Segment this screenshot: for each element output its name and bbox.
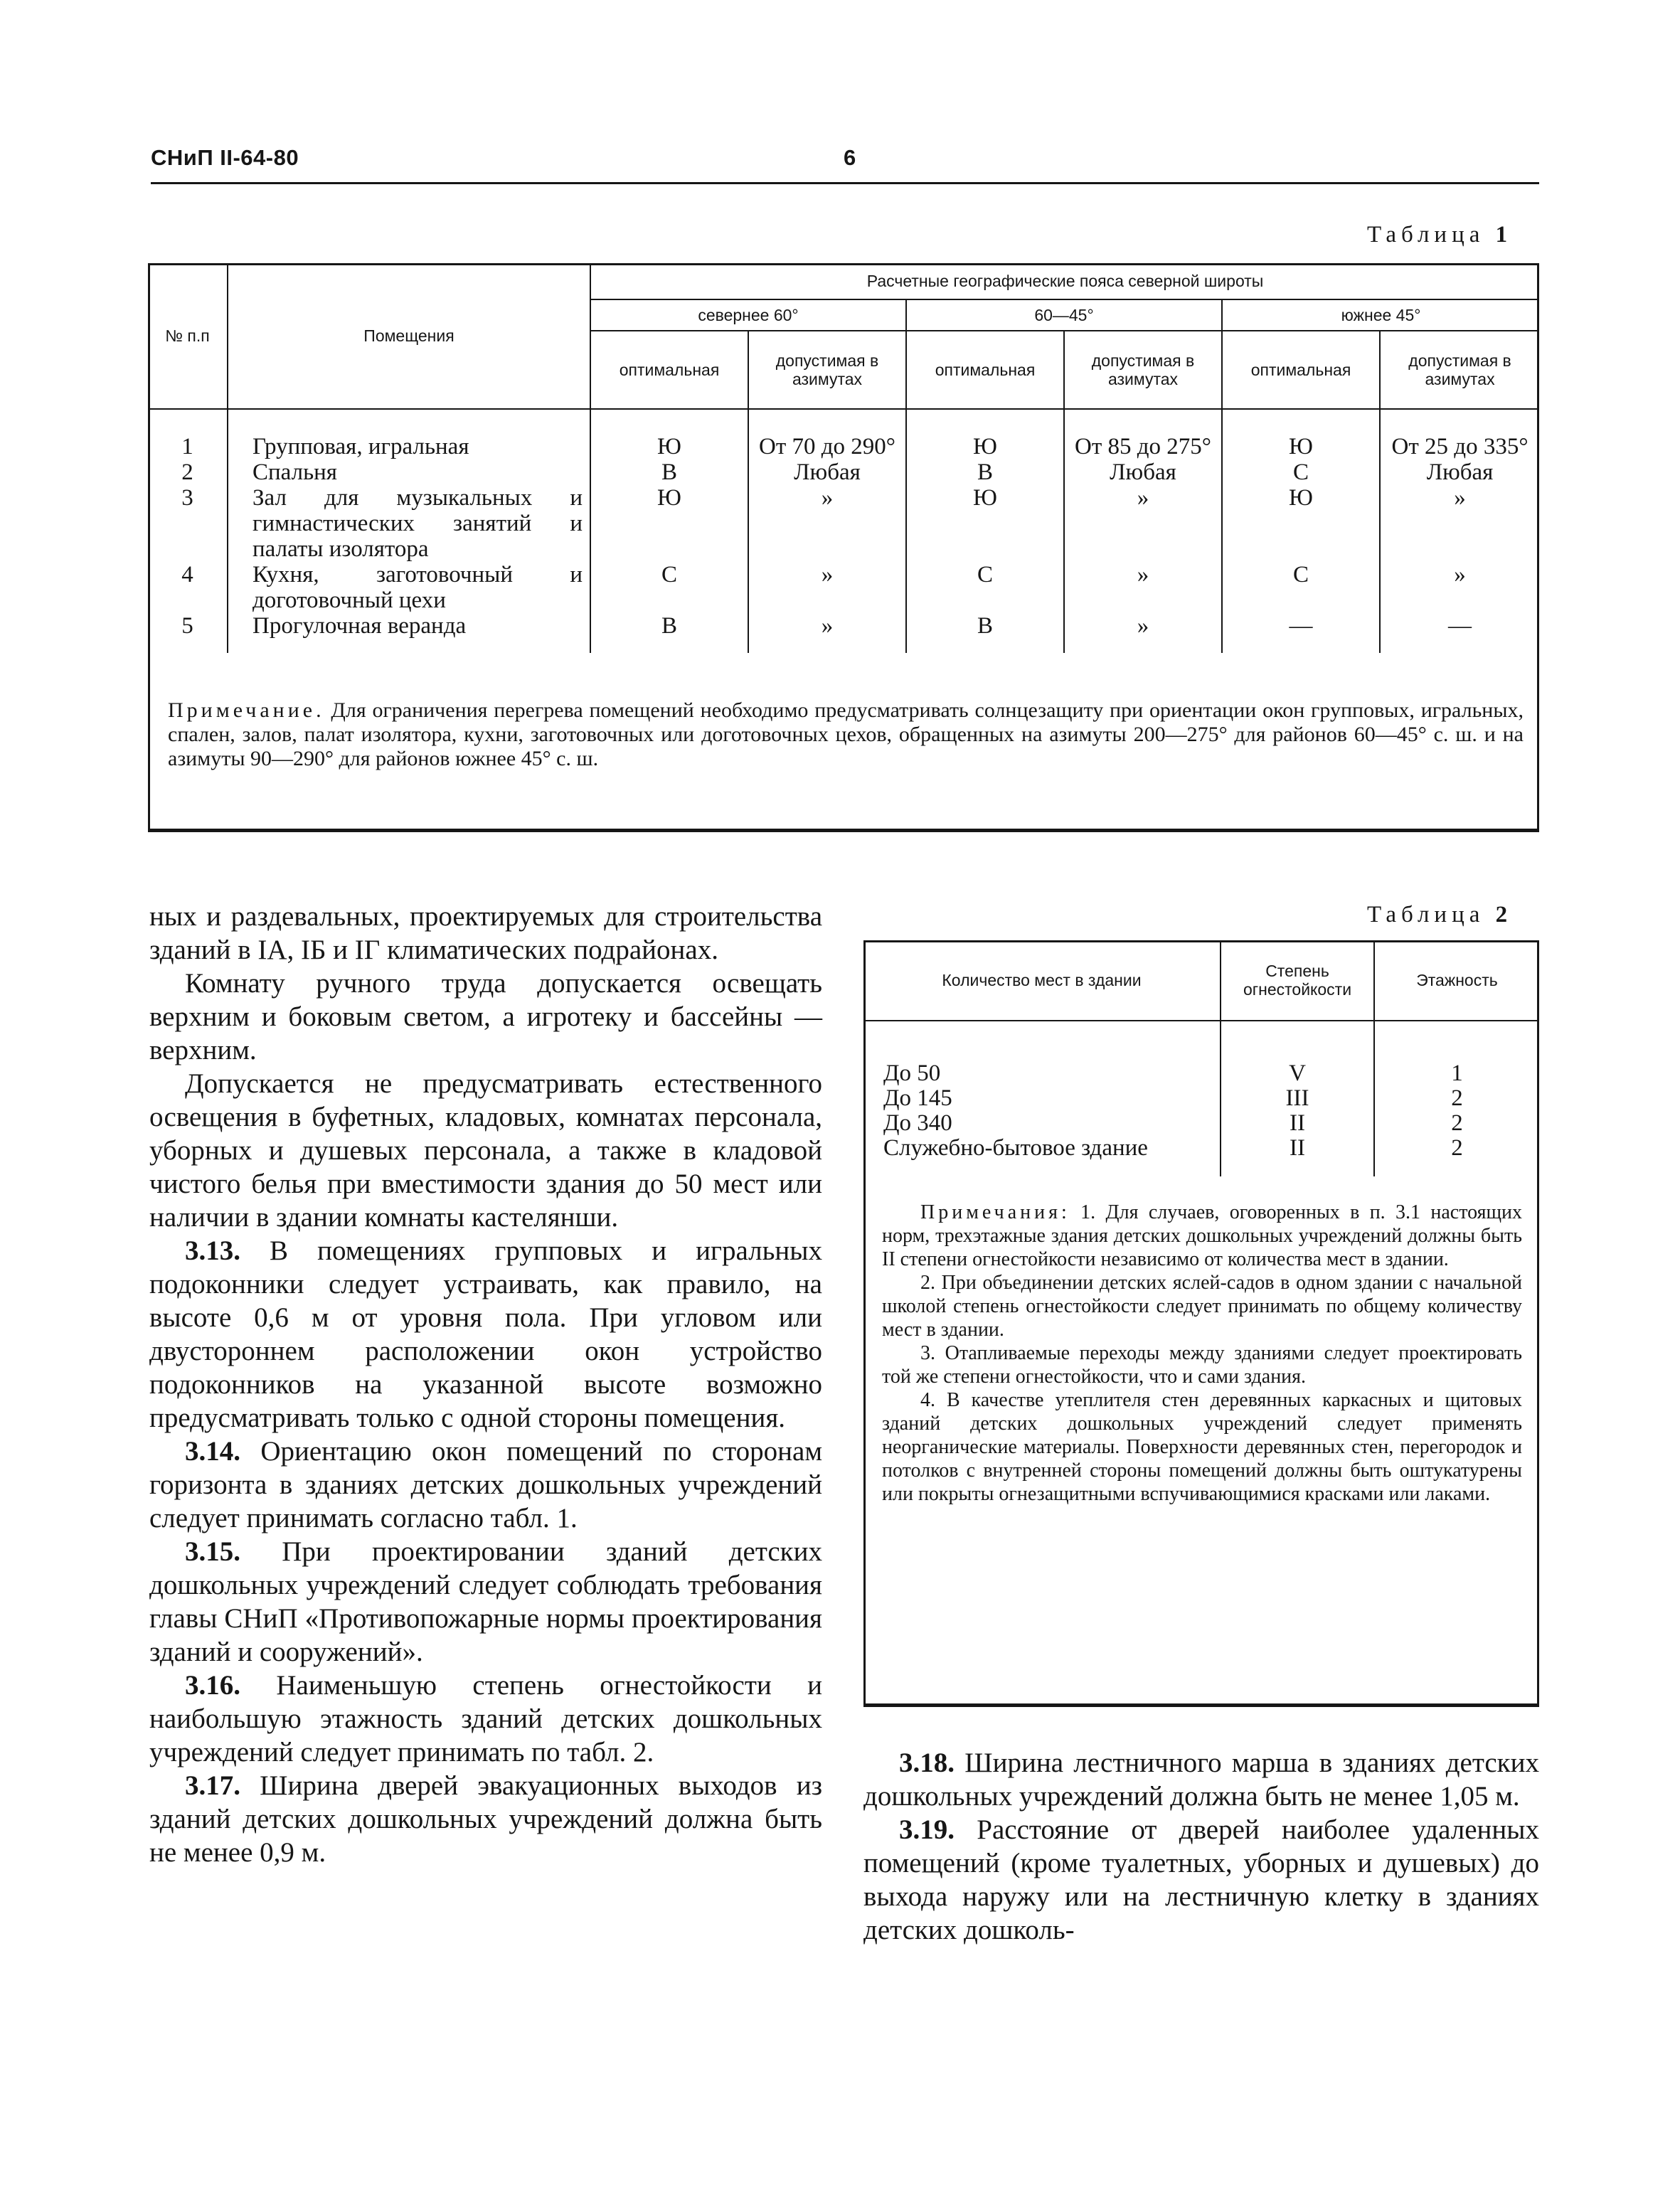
cell-value: —	[1380, 613, 1539, 653]
cell-value: »	[748, 613, 906, 653]
right-text-column	[863, 1746, 1539, 1947]
cell-value: »	[748, 562, 906, 613]
table-row	[863, 1086, 1539, 1111]
table1-caption-number: 1	[1495, 222, 1508, 248]
table1-caption-word: Таблица	[1367, 222, 1485, 248]
left-text-column	[149, 900, 822, 1869]
zones-group-header: Расчетные географические пояса северной широты	[590, 263, 1539, 299]
sub-header-optimal: оптимальная	[590, 331, 748, 409]
note-text: 1. Для случаев, оговоренных в п. 3.1 настоящих норм, трехэтажные здания детских дошкольных учреждений должны быть II степени огнестойкости независимо от количества мест в здании.	[882, 1201, 1522, 1270]
clause-3-18	[863, 1746, 1539, 1813]
clause-text: Ориентацию окон помещений по сторонам горизонта в зданиях детских дошкольных учреждений следует принимать согласно табл. 1.	[149, 1436, 822, 1533]
col-floors-header: Этажность	[1374, 940, 1539, 1021]
places-cell: До 145	[863, 1086, 1221, 1111]
cell-value: С	[906, 562, 1064, 613]
table1-caption	[1367, 222, 1507, 248]
cell-value: Ю	[590, 409, 748, 459]
col-places-header: Количество мест в здании	[863, 940, 1221, 1021]
cell-value: »	[748, 485, 906, 562]
sub-header-allowed: допустимая в азимутах	[1380, 331, 1539, 409]
floors-cell: 2	[1374, 1111, 1539, 1136]
room-name: Спальня	[228, 459, 590, 485]
places-cell: Служебно-бытовое здание	[863, 1136, 1221, 1176]
cell-value: В	[906, 459, 1064, 485]
cell-value: Ю	[590, 485, 748, 562]
sub-header-optimal: оптимальная	[1222, 331, 1380, 409]
table-row	[863, 1021, 1539, 1086]
room-name: Групповая, игральная	[228, 409, 590, 459]
clause-3-13	[149, 1234, 822, 1435]
clause-number: 3.18.	[899, 1748, 955, 1778]
clause-number: 3.17.	[185, 1770, 240, 1801]
clause-number: 3.14.	[185, 1436, 240, 1467]
fire-resistance-table	[863, 940, 1539, 1176]
floors-cell: 1	[1374, 1021, 1539, 1086]
sub-header-allowed: допустимая в азимутах	[1064, 331, 1222, 409]
table1-note	[168, 698, 1524, 771]
table1-note-label: Примечание.	[168, 698, 325, 722]
sub-header-allowed: допустимая в азимутах	[748, 331, 906, 409]
col-rooms-header: Помещения	[228, 263, 590, 409]
cell-value: Ю	[1222, 409, 1380, 459]
cell-value: Ю	[906, 485, 1064, 562]
table2-notes	[882, 1201, 1522, 1506]
orientation-table	[148, 263, 1539, 653]
row-number: 5	[148, 613, 228, 653]
clause-text: В помещениях групповых и игральных подоконники следует устраивать, как правило, на высоте 0,6 м от уровня пола. При угловом или двустороннем расположении окон устройство подоконников на указанной высоте возможно предусматривать только с одной стороны помещения.	[149, 1235, 822, 1433]
fire-cell: II	[1221, 1111, 1374, 1136]
sub-header-optimal: оптимальная	[906, 331, 1064, 409]
zone-header-south45: южнее 45°	[1222, 299, 1539, 331]
table2-caption	[1367, 902, 1507, 928]
row-number: 2	[148, 459, 228, 485]
cell-value: В	[906, 613, 1064, 653]
table-row	[148, 409, 1539, 459]
cell-value: »	[1064, 562, 1222, 613]
table2-caption-word: Таблица	[1367, 902, 1485, 927]
clause-text: Расстояние от дверей наиболее удаленных помещений (кроме туалетных, уборных и душевых) до выхода наружу или на лестничную клетку в зданиях детских дошколь-	[863, 1814, 1539, 1945]
cell-value: От 85 до 275°	[1064, 409, 1222, 459]
cell-value: Любая	[1064, 459, 1222, 485]
paragraph: Комнату ручного труда допускается освещать верхним и боковым светом, а игротеку и бассейны — верхним.	[149, 968, 822, 1065]
cell-value: »	[1064, 613, 1222, 653]
places-cell: До 50	[863, 1021, 1221, 1086]
col-fire-header: Степень огнестойкости	[1221, 940, 1374, 1021]
zone-header-north60: севернее 60°	[590, 299, 906, 331]
room-name: Кухня, заготовочный и доготовочный цехи	[228, 562, 590, 613]
fire-cell: V	[1221, 1021, 1374, 1086]
table-row	[863, 1111, 1539, 1136]
clause-3-19	[863, 1813, 1539, 1947]
clause-3-14	[149, 1435, 822, 1535]
page-number: 6	[844, 145, 856, 170]
cell-value: В	[590, 613, 748, 653]
cell-value: Любая	[748, 459, 906, 485]
table2-notes-label: Примечания:	[920, 1201, 1070, 1223]
floors-cell: 2	[1374, 1136, 1539, 1176]
table2-note-3: 3. Отапливаемые переходы между зданиями следует проектировать той же степени огнестойкости, что и сами здания.	[882, 1342, 1522, 1388]
row-number: 1	[148, 409, 228, 459]
room-name: Зал для музыкальных и гимнастических занятий и палаты изолятора	[228, 485, 590, 562]
zone-header-60-45: 60—45°	[906, 299, 1222, 331]
clause-number: 3.13.	[185, 1235, 240, 1266]
table2-note-1	[882, 1201, 1522, 1271]
cell-value: »	[1064, 485, 1222, 562]
clause-text: Наименьшую степень огнестойкости и наибольшую этажность зданий детских дошкольных учреждений следует принимать по табл. 2.	[149, 1670, 822, 1767]
clause-number: 3.19.	[899, 1814, 955, 1845]
row-number: 3	[148, 485, 228, 562]
table2-note-4: 4. В качестве утеплителя стен деревянных каркасных и щитовых зданий детских дошкольных учреждений следует применять неорганические материалы. Поверхности деревянных стен, перегородок и потолков с внутренней стороны помещений должны быть оштукатурены или покрыты огнезащитными вспучивающимися красками или лаками.	[882, 1389, 1522, 1505]
clause-number: 3.15.	[185, 1536, 240, 1567]
cell-value: Любая	[1380, 459, 1539, 485]
cell-value: »	[1380, 562, 1539, 613]
table-row	[148, 613, 1539, 653]
fire-cell: II	[1221, 1136, 1374, 1176]
paragraph: Допускается не предусматривать естественного освещения в буфетных, кладовых, комнатах персонала, уборных и душевых персонала, а также в кладовой чистого белья при вместимости здания до 50 мест или наличии в здании комнаты кастелянши.	[149, 1068, 822, 1233]
table-row	[148, 562, 1539, 613]
cell-value: В	[590, 459, 748, 485]
clause-3-17	[149, 1769, 822, 1869]
clause-3-16	[149, 1669, 822, 1769]
table-row	[863, 1136, 1539, 1176]
clause-3-15	[149, 1535, 822, 1669]
cell-value: »	[1380, 485, 1539, 562]
places-cell: До 340	[863, 1111, 1221, 1136]
clause-text: Ширина лестничного марша в зданиях детских дошкольных учреждений должна быть не менее 1,05 м.	[863, 1748, 1539, 1812]
table2-caption-number: 2	[1495, 902, 1508, 927]
cell-value: От 70 до 290°	[748, 409, 906, 459]
table1-note-text: Для ограничения перегрева помещений необходимо предусматривать солнцезащиту при ориентации окон групповых, игральных, спален, залов, палат изолятора, кухни, заготовочных или доготовочных цехов, обращенных на азимуты 200—275° для районов 60—45° с. ш. и на азимуты 90—290° для районов южнее 45° с. ш.	[168, 698, 1524, 770]
cell-value: —	[1222, 613, 1380, 653]
cell-value: Ю	[906, 409, 1064, 459]
fire-cell: III	[1221, 1086, 1374, 1111]
table2-note-2: 2. При объединении детских яслей-садов в одном здании с начальной школой степень огнестойкости следует принимать по общему количеству мест в здании.	[882, 1272, 1522, 1341]
document-code: СНиП II-64-80	[151, 145, 299, 170]
cell-value: С	[1222, 459, 1380, 485]
clause-text: Ширина дверей эвакуационных выходов из зданий детских дошкольных учреждений должна быть не менее 0,9 м.	[149, 1770, 822, 1868]
header-rule	[151, 182, 1539, 184]
cell-value: С	[590, 562, 748, 613]
table-row	[148, 459, 1539, 485]
cell-value: С	[1222, 562, 1380, 613]
clause-number: 3.16.	[185, 1670, 240, 1701]
row-number: 4	[148, 562, 228, 613]
cell-value: От 25 до 335°	[1380, 409, 1539, 459]
clause-text: При проектировании зданий детских дошкольных учреждений следует соблюдать требования главы СНиП «Противопожарные нормы проектирования зданий и сооружений».	[149, 1536, 822, 1667]
cell-value: Ю	[1222, 485, 1380, 562]
room-name: Прогулочная веранда	[228, 613, 590, 653]
floors-cell: 2	[1374, 1086, 1539, 1111]
table-row	[148, 485, 1539, 562]
col-number-header: № п.п	[148, 263, 228, 409]
paragraph: ных и раздевальных, проектируемых для строительства зданий в IА, IБ и IГ климатических подрайонах.	[149, 901, 822, 965]
